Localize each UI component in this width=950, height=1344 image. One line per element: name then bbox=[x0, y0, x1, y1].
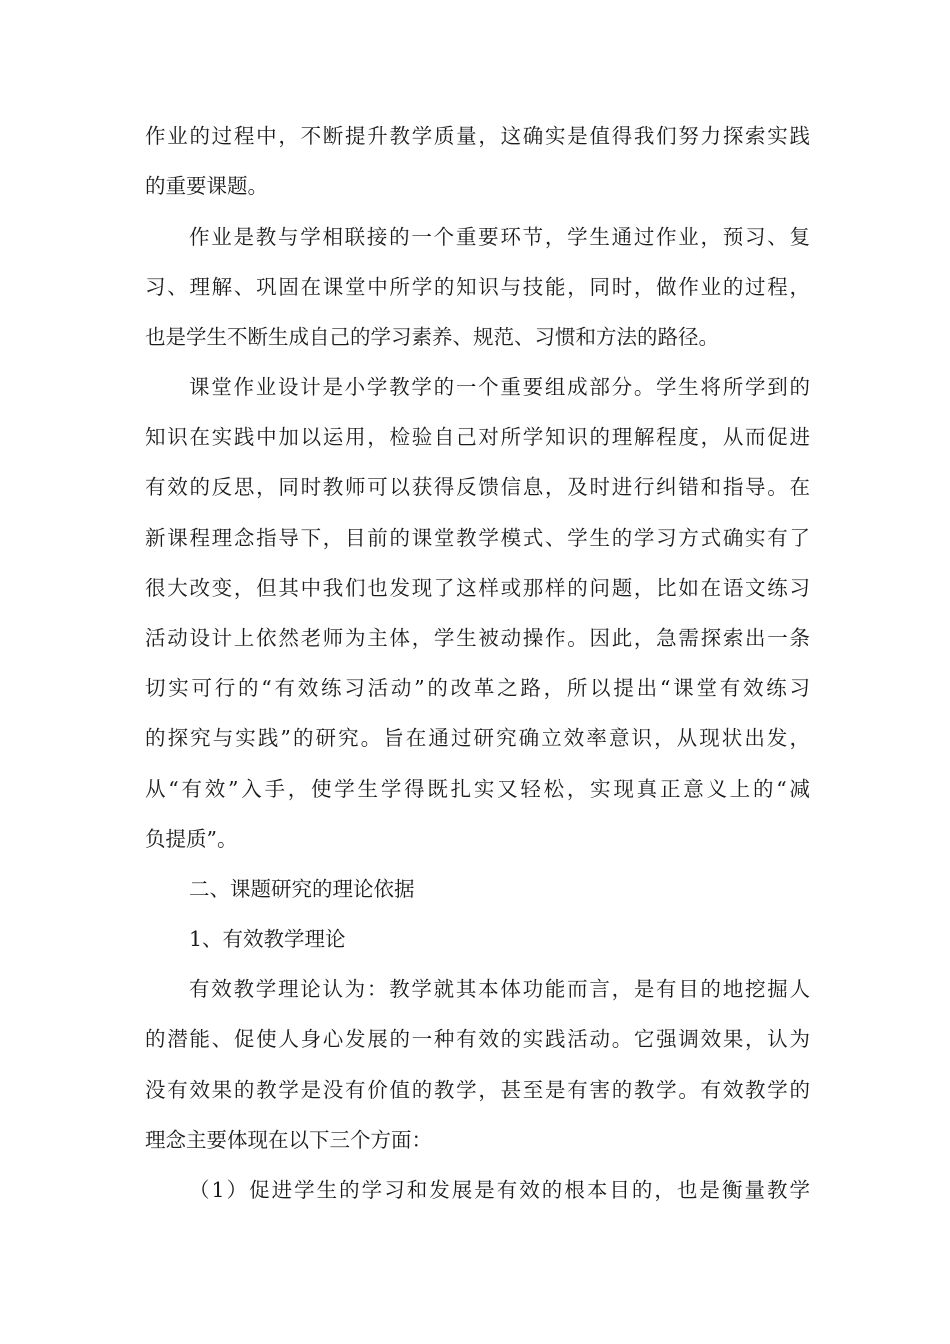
text-line: 有效的反思，同时教师可以获得反馈信息，及时进行纠错和指导。在 bbox=[145, 475, 810, 499]
text-line: （1）促进学生的学习和发展是有效的根本目的，也是衡量教学 bbox=[189, 1178, 810, 1202]
text-line: 作业的过程中，不断提升教学质量，这确实是值得我们努力探索实践 bbox=[145, 124, 810, 148]
text-line: 知识在实践中加以运用，检验自己对所学知识的理解程度，从而促进 bbox=[145, 425, 810, 449]
text-line: 切实可行的“有效练习活动”的改革之路，所以提出“课堂有效练习 bbox=[145, 676, 810, 700]
text-line: 的重要课题。 bbox=[145, 174, 268, 198]
text-line: 新课程理念指导下，目前的课堂教学模式、学生的学习方式确实有了 bbox=[145, 526, 810, 550]
text-line: 活动设计上依然老师为主体，学生被动操作。因此，急需探索出一条 bbox=[145, 626, 810, 650]
text-line: 负提质”。 bbox=[145, 827, 238, 851]
text-line: 没有效果的教学是没有价值的教学，甚至是有害的教学。有效教学的 bbox=[145, 1078, 810, 1102]
text-line: 作业是教与学相联接的一个重要环节，学生通过作业，预习、复 bbox=[189, 225, 810, 249]
text-line: 从“有效”入手，使学生学得既扎实又轻松，实现真正意义上的“减 bbox=[145, 777, 810, 801]
text-line: 的潜能、促使人身心发展的一种有效的实践活动。它强调效果，认为 bbox=[145, 1027, 810, 1051]
text-line: 的探究与实践”的研究。旨在通过研究确立效率意识，从现状出发， bbox=[145, 726, 810, 750]
text-line: 也是学生不断生成自己的学习素养、规范、习惯和方法的路径。 bbox=[145, 325, 719, 349]
text-line: 有效教学理论认为：教学就其本体功能而言，是有目的地挖掘人 bbox=[189, 977, 810, 1001]
text-line: 理念主要体现在以下三个方面： bbox=[145, 1128, 432, 1152]
text-line: 课堂作业设计是小学教学的一个重要组成部分。学生将所学到的 bbox=[189, 375, 810, 399]
text-line: 习、理解、巩固在课堂中所学的知识与技能，同时，做作业的过程， bbox=[145, 275, 810, 299]
section-heading: 二、课题研究的理论依据 bbox=[189, 877, 415, 901]
text-line: 很大改变，但其中我们也发现了这样或那样的问题，比如在语文练习 bbox=[145, 576, 810, 600]
subsection-heading: 1、有效教学理论 bbox=[189, 927, 346, 951]
